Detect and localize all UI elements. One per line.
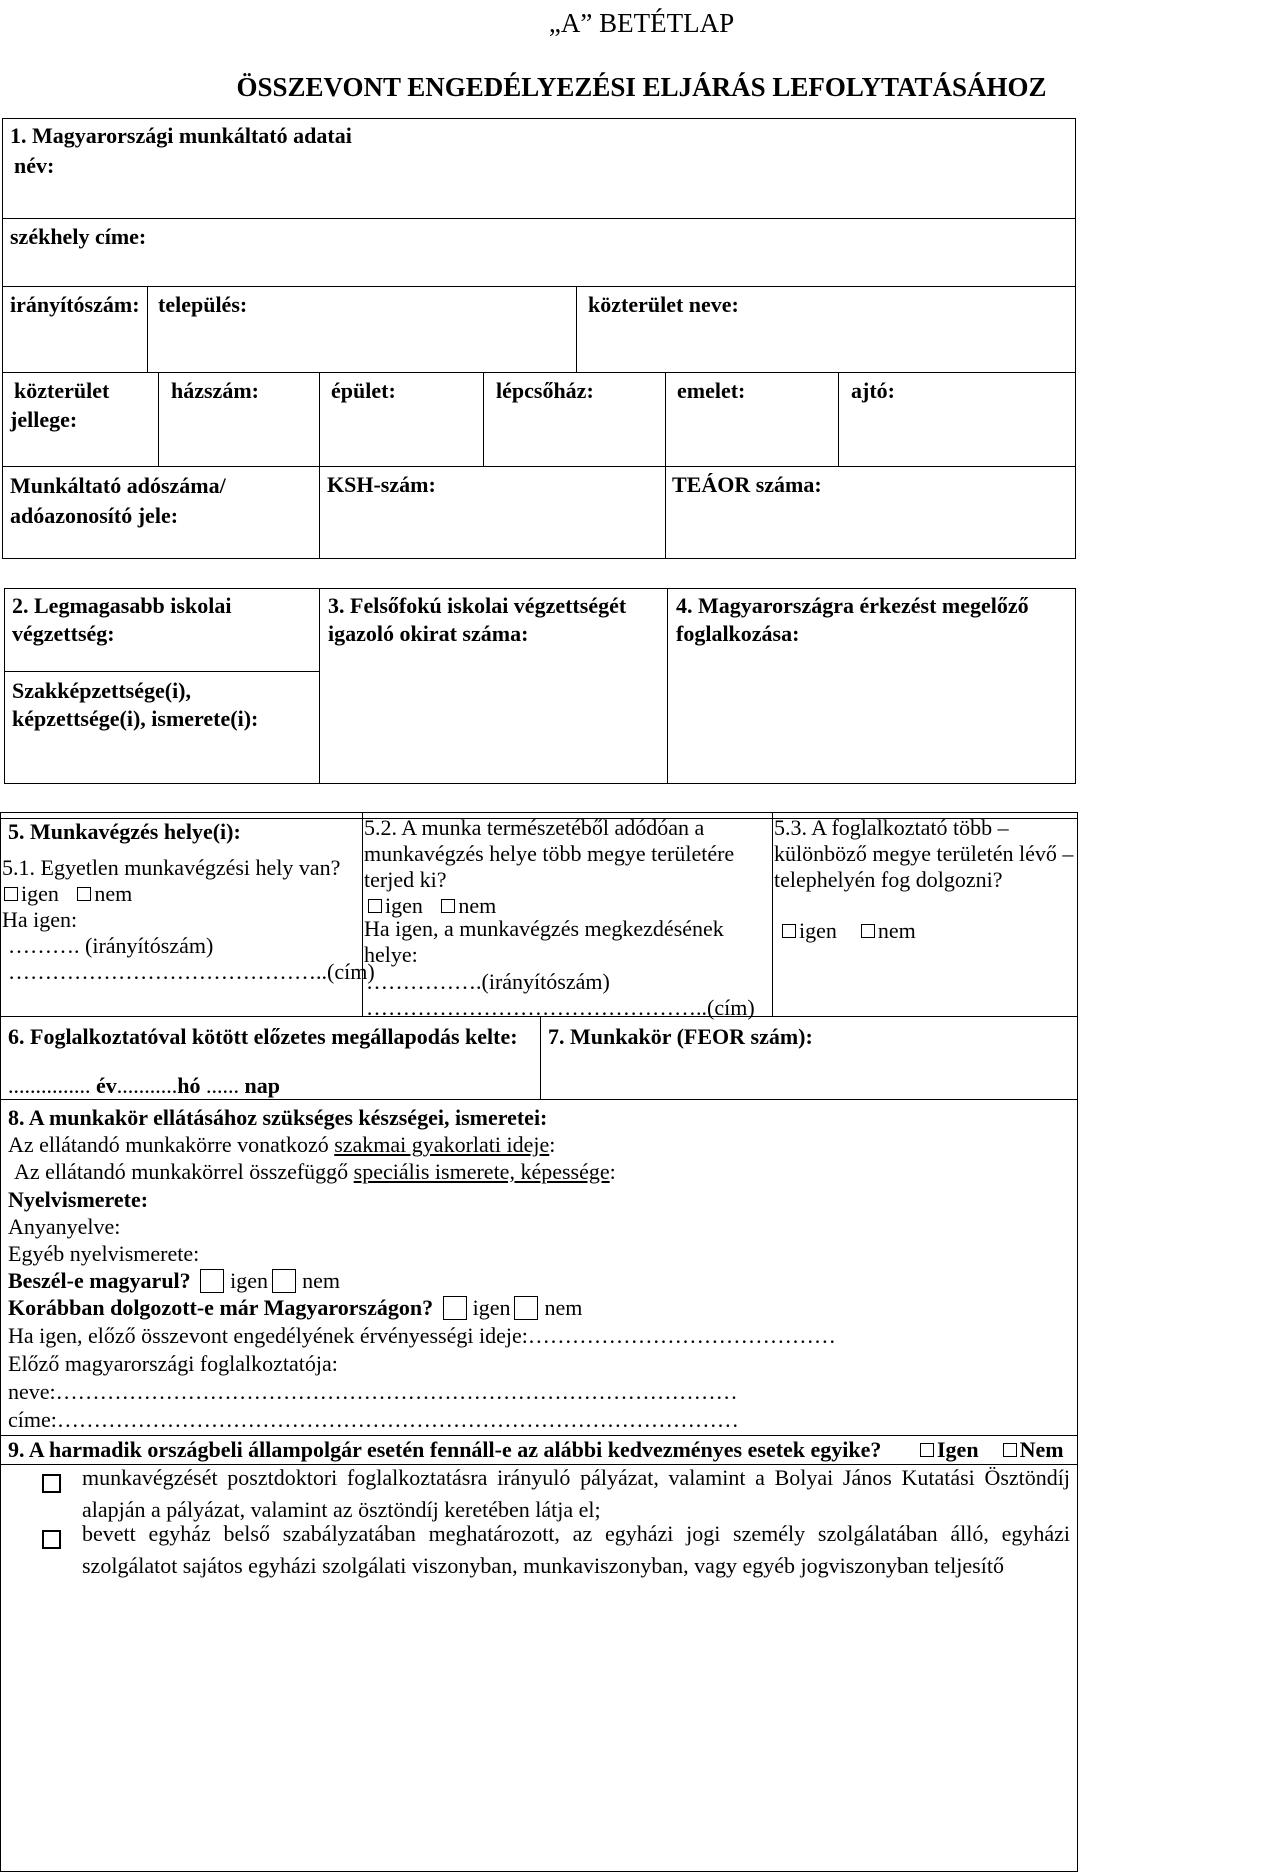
start-location-label: Ha igen, a munkavégzés megkezdésének helye: (364, 916, 724, 967)
multi-site-no-checkbox[interactable] (861, 924, 875, 938)
if-yes-label: Ha igen: (2, 907, 78, 932)
section-3-heading: 3. Felsőfokú iskolai végzettségét igazoló okirat száma: (328, 593, 627, 646)
section-1-heading: 1. Magyarországi munkáltató adatai (10, 123, 352, 148)
previous-permit-validity-line[interactable]: Ha igen, előző összevont engedélyének érvényességi ideje:…………………………………… (8, 1323, 836, 1348)
tax-number-label: Munkáltató adószáma/ adóazonosító jele: (10, 473, 226, 528)
building-label: épület: (331, 378, 396, 403)
native-language-label: Anyanyelve: (8, 1214, 121, 1239)
start-postal-code-line[interactable]: …………….(irányítószám) (366, 969, 610, 994)
speaks-hungarian-row: Beszél-e magyarul? igen nem (8, 1268, 340, 1293)
previous-employer-address-line[interactable]: címe:………………………………………………………………………………… (8, 1407, 739, 1432)
postal-code-line[interactable]: ………. (irányítószám) (8, 933, 214, 958)
door-label: ajtó: (851, 378, 895, 403)
city-label: település: (158, 292, 248, 317)
ksh-number-label: KSH-szám: (327, 472, 436, 497)
section-8-heading: 8. A munkakör ellátásához szükséges készségei, ismeretei: (8, 1105, 548, 1130)
street-type-label: közterület jellege: (10, 378, 110, 432)
street-name-label: közterület neve: (588, 292, 739, 317)
form-subtitle: ÖSSZEVONT ENGEDÉLYEZÉSI ELJÁRÁS LEFOLYTATÁSÁHOZ (236, 72, 1047, 102)
staircase-label: lépcsőház: (496, 378, 594, 403)
agreement-date-line[interactable]: ............... év...........hó ...... nap (8, 1073, 280, 1098)
worked-before-yes-checkbox[interactable] (443, 1296, 467, 1320)
section-9-heading: 9. A harmadik országbeli állampolgár esetén fennáll-e az alábbi kedvezményes esetek egyike? (8, 1437, 882, 1462)
section-6-heading: 6. Foglalkoztatóval kötött előzetes megállapodás kelte: (8, 1024, 518, 1049)
church-service-checkbox[interactable] (42, 1528, 61, 1557)
employer-name-label: név: (14, 153, 55, 178)
seat-address-label: székhely címe: (10, 224, 147, 249)
multi-site-yes-checkbox[interactable] (782, 924, 796, 938)
speaks-hungarian-yes-checkbox[interactable] (200, 1269, 224, 1293)
qualifications-label: Szakképzettsége(i), képzettsége(i), ismerete(i): (12, 678, 259, 731)
section-4-heading: 4. Magyarországra érkezést megelőző foglalkozása: (676, 593, 1029, 646)
single-location-question: 5.1. Egyetlen munkavégzési hely van? (2, 855, 341, 880)
work-experience-label: Az ellátandó munkakörre vonatkozó szakmai gyakorlati ideje: (8, 1132, 556, 1157)
multi-site-options: igen nem (780, 917, 916, 946)
language-knowledge-label: Nyelvismerete: (8, 1187, 149, 1212)
multi-site-question: 5.3. A foglalkoztató több – különböző megye területén lévő – telephelyén fog dolgozni? (774, 815, 1074, 892)
single-location-no-checkbox[interactable] (77, 887, 91, 901)
previous-employer-name-line[interactable]: neve:………………………………………………………………………………… (8, 1379, 738, 1404)
special-knowledge-label: Az ellátandó munkakörrel összefüggő speciális ismerete, képessége: (14, 1159, 616, 1184)
speaks-hungarian-no-checkbox[interactable] (272, 1269, 296, 1293)
start-address-line[interactable]: ………………………………………..(cím) (366, 995, 755, 1020)
teaor-number-label: TEÁOR száma: (672, 472, 822, 497)
house-number-label: házszám: (171, 378, 259, 403)
section-5-heading: 5. Munkavégzés helye(i): (8, 819, 241, 844)
section-7-heading: 7. Munkakör (FEOR szám): (548, 1024, 813, 1049)
single-location-yes-checkbox[interactable] (4, 887, 18, 901)
multi-county-no-checkbox[interactable] (441, 899, 455, 913)
postdoc-checkbox[interactable] (42, 1472, 61, 1501)
multi-county-question: 5.2. A munka természetéből adódóan a munkavégzés helye több megye területére terjed ki? (364, 815, 735, 892)
church-service-item-text: bevett egyház belső szabályzatában meghatározott, az egyházi jogi személy szolgálatában álló, egyházi szolgálatot sajátos egyházi szolgálati viszonyban, munkaviszonyban, vagy egyéb jogviszonyban teljesítő (82, 1521, 1070, 1578)
worked-before-no-checkbox[interactable] (514, 1296, 538, 1320)
preferential-yes-checkbox[interactable] (920, 1443, 934, 1457)
multi-county-yes-checkbox[interactable] (368, 899, 382, 913)
postdoc-item-text: munkavégzését posztdoktori foglalkoztatásra irányuló pályázat, valamint a Bolyai János Kutatási Ösztöndíj alapján a pályázat, valamint az ösztöndíj keretében látja el; (82, 1465, 1070, 1522)
address-line[interactable]: ……………………………………..(cím) (8, 959, 375, 984)
other-languages-label: Egyéb nyelvismerete: (8, 1241, 200, 1266)
previous-employer-label: Előző magyarországi foglalkoztatója: (8, 1351, 338, 1376)
single-location-options: igen nem (2, 880, 132, 909)
section-2-heading: 2. Legmagasabb iskolai végzettség: (12, 593, 232, 646)
floor-label: emelet: (677, 378, 746, 403)
section-9-options: Igen Nem (918, 1436, 1064, 1465)
worked-before-row: Korábban dolgozott-e már Magyarországon? igen nem (8, 1295, 583, 1320)
preferential-no-checkbox[interactable] (1003, 1443, 1017, 1457)
multi-county-options: igen nem (366, 892, 496, 921)
form-title: „A” BETÉTLAP (548, 8, 735, 38)
postal-code-label: irányítószám: (10, 292, 140, 317)
